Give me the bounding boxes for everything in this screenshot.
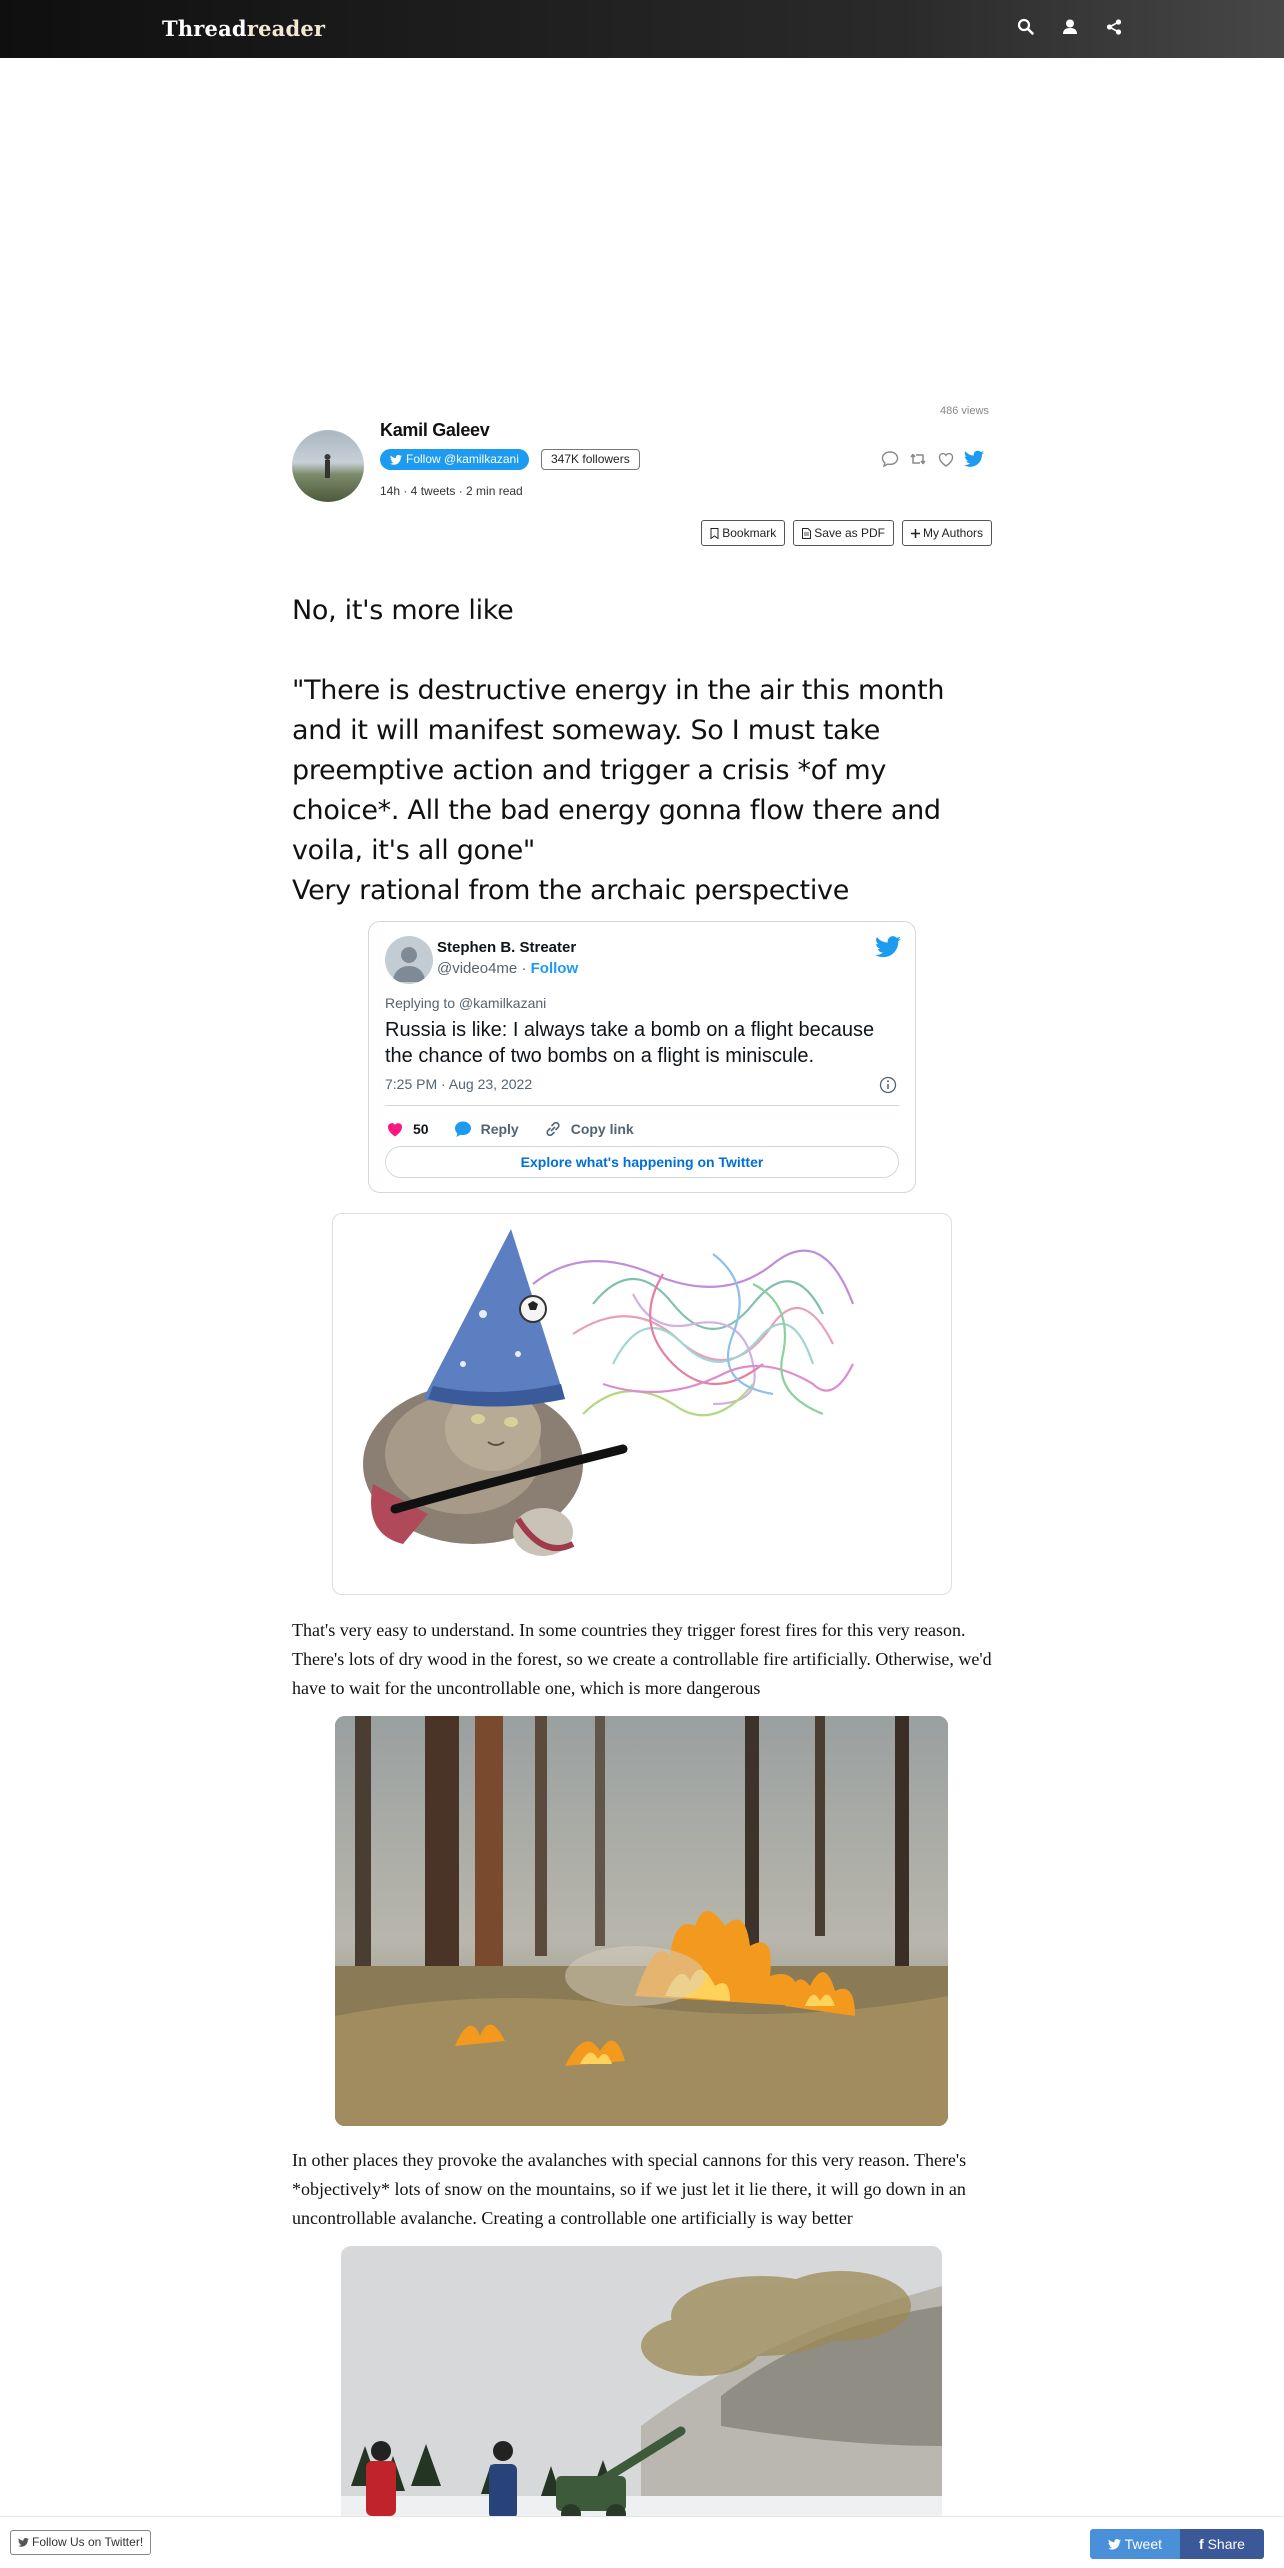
wizard-cat-meme-image[interactable] <box>332 1213 952 1595</box>
thread-meta: 14h · 4 tweets · 2 min read <box>380 484 523 498</box>
tweet-handle-separator: · <box>521 960 527 977</box>
tweet-text: Russia is like: I always take a bomb on a flight because the chance of two bombs on a flight is miniscule. <box>385 1019 875 1067</box>
thread-text-conclusion: Very rational from the archaic perspective <box>292 875 850 906</box>
brand-text-light: reader <box>246 16 326 41</box>
my-authors-button[interactable] <box>902 520 992 546</box>
tweet-like-count: 50 <box>413 1121 429 1137</box>
follow-author-button[interactable] <box>380 449 529 470</box>
follow-us-label: Follow Us on Twitter! <box>32 2535 144 2549</box>
explore-twitter-button[interactable]: Explore what's happening on Twitter <box>385 1146 899 1178</box>
tweet-author-name[interactable]: Stephen B. Streater <box>437 939 577 956</box>
view-count: 486 views <box>940 405 989 417</box>
thread-text-quote: "There is destructive energy in the air this month and it will manifest someway. So I must take preemptive action and trigger a crisis *of my choice*. All the bad energy gonna flow there and voila, it's all gone" <box>292 675 945 866</box>
tweet-copy-link-button[interactable] <box>543 1114 634 1144</box>
brand-logo[interactable] <box>162 16 325 41</box>
twitter-icon[interactable] <box>964 449 984 469</box>
tweet-like-button[interactable] <box>385 1114 429 1144</box>
tweet-replying-to: Replying to @kamilkazani <box>385 995 547 1011</box>
my-authors-label: My Authors <box>922 526 983 540</box>
tweet-author-handle[interactable]: @video4me <box>437 960 518 977</box>
bottom-share-bar <box>0 2516 1284 2568</box>
thread-text-forest-fires: That's very easy to understand. In some countries they trigger forest fires for this very reason. There's lots of dry wood in the forest, so we create a controllable fire artificially. Otherwise, we'd have to wait for the uncontrollable one, which is more dangerous <box>292 1620 992 1698</box>
tweet-author-handle-line <box>437 960 578 977</box>
save-pdf-button[interactable] <box>793 520 894 546</box>
facebook-share-button[interactable] <box>1180 2529 1264 2559</box>
heart-icon[interactable] <box>936 449 956 469</box>
forest-fire-photo[interactable] <box>335 1716 948 2126</box>
bookmark-label: Bookmark <box>722 526 777 540</box>
tweet-share-label: Tweet <box>1124 2536 1162 2552</box>
heart-filled-icon <box>385 1119 405 1139</box>
thread-text-avalanches: In other places they provoke the avalanches with special cannons for this very reason. There's *objectively* lots of snow on the mountains, so if we just let it lie there, it will go down in an uncontrollable avalanche. Creating a controllable one artificially is way better <box>292 2150 967 2228</box>
tweet-divider <box>385 1105 899 1106</box>
twitter-bird-icon <box>1108 2539 1121 2550</box>
tweet-timestamp[interactable]: 7:25 PM · Aug 23, 2022 <box>385 1076 533 1092</box>
comment-icon[interactable] <box>880 449 900 469</box>
followers-count[interactable]: 347K followers <box>541 449 640 470</box>
brand-text-bold: Thread <box>162 16 247 41</box>
info-icon[interactable] <box>879 1076 897 1094</box>
retweet-icon[interactable] <box>908 449 928 469</box>
save-pdf-label: Save as PDF <box>814 526 885 540</box>
tweet-share-button[interactable] <box>1090 2529 1180 2559</box>
tweet-reply-label: Reply <box>480 1121 519 1137</box>
tweet-author-avatar[interactable] <box>385 936 433 984</box>
facebook-share-label: Share <box>1207 2536 1245 2552</box>
twitter-logo-icon[interactable] <box>875 936 901 958</box>
facebook-icon: f <box>1199 2536 1204 2552</box>
follow-us-button[interactable] <box>10 2530 151 2555</box>
embedded-tweet[interactable] <box>368 921 916 1193</box>
tweet-follow-link[interactable]: Follow <box>530 960 579 977</box>
avalanche-cannon-photo[interactable] <box>341 2246 942 2516</box>
thread-text-intro: No, it's more like <box>292 595 514 626</box>
author-name[interactable]: Kamil Galeev <box>380 420 490 440</box>
search-icon[interactable] <box>1016 17 1036 37</box>
share-icon[interactable] <box>1104 17 1124 37</box>
plus-icon <box>911 529 920 538</box>
link-icon <box>543 1119 563 1139</box>
bookmark-icon <box>710 528 719 539</box>
user-icon[interactable] <box>1060 17 1080 37</box>
reply-bubble-icon <box>453 1119 473 1139</box>
twitter-bird-icon <box>390 455 402 465</box>
tweet-reply-button[interactable] <box>453 1114 519 1144</box>
top-navigation-bar <box>0 0 1284 58</box>
follow-author-label: Follow @kamilkazani <box>406 452 519 466</box>
author-avatar[interactable] <box>292 430 364 502</box>
document-icon <box>802 528 811 539</box>
twitter-bird-icon <box>18 2538 29 2547</box>
bookmark-button[interactable] <box>701 520 785 546</box>
tweet-copy-link-label: Copy link <box>570 1121 634 1137</box>
